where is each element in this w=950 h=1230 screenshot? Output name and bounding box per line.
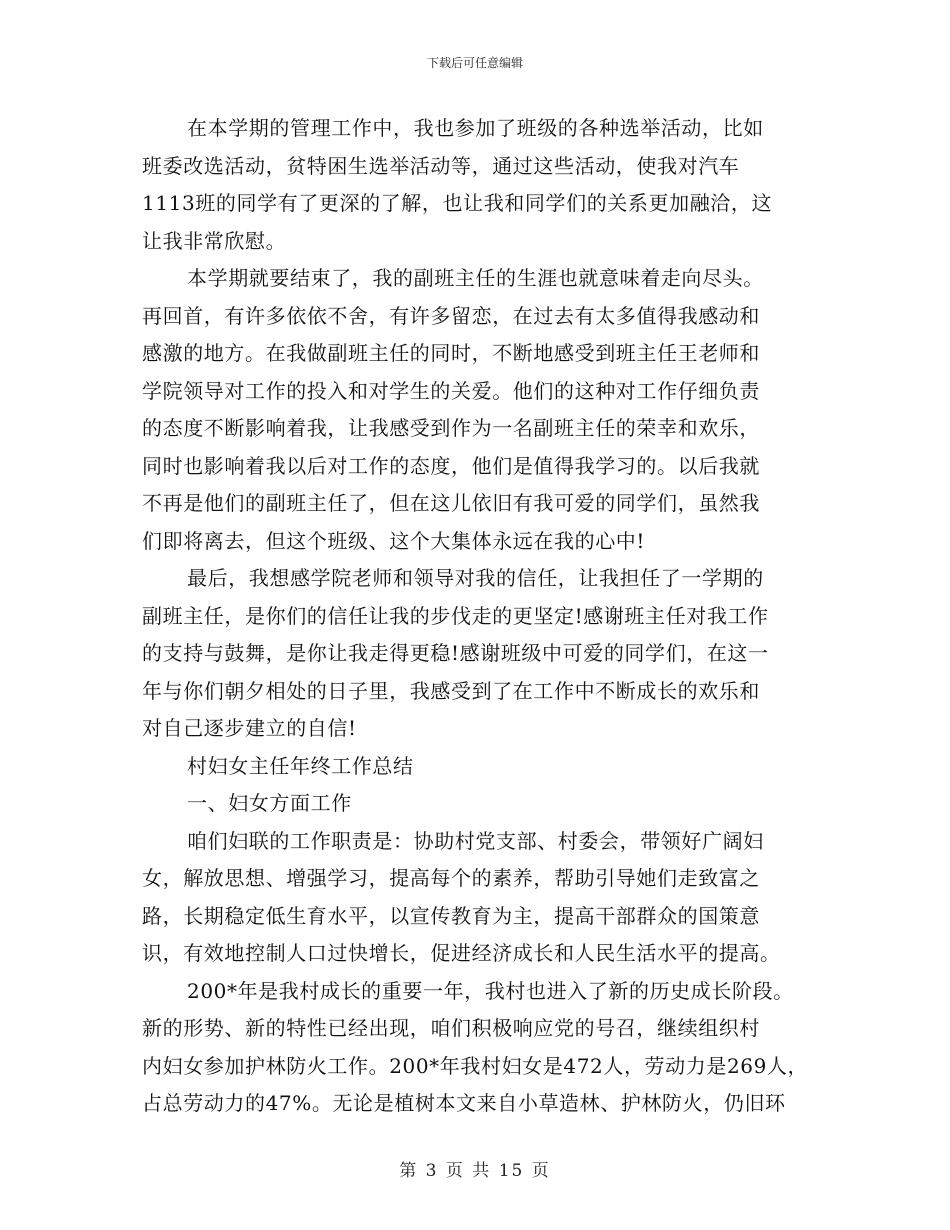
- text-line: 咱们妇联的工作职责是：协助村党支部、村委会，带领好广阔妇: [187, 828, 764, 853]
- text-line: 路，长期稳定低生育水平，以宣传教育为主，提高干部群众的国策意: [142, 903, 760, 928]
- text-line: 副班主任，是你们的信任让我的步伐走的更坚定!感谢班主任对我工作: [142, 603, 769, 628]
- text-line: 的支持与鼓舞，是你让我走得更稳!感谢班级中可爱的同学们，在这一: [142, 641, 769, 665]
- text-line: 年与你们朝夕相处的日子里，我感受到了在工作中不断成长的欢乐和: [142, 678, 760, 703]
- document-body: [142, 110, 812, 1123]
- page-header: 下载后可任意编辑: [426, 56, 523, 70]
- text-line: 们即将离去，但这个班级、这个大集体永远在我的心中!: [142, 528, 646, 553]
- text-line: 再回首，有许多依依不舍，有许多留恋，在过去有太多值得我感动和: [142, 303, 760, 328]
- text-line: 新的形势、新的特性已经出现，咱们积极响应党的号召，继续组织村: [142, 1016, 760, 1040]
- text-line: 感激的地方。在我做副班主任的同时，不断地感受到班主任王老师和: [142, 341, 760, 365]
- text-line: 不再是他们的副班主任了，但在这儿依旧有我可爱的同学们，虽然我: [142, 491, 760, 515]
- text-line: 1113班的同学有了更深的了解，也让我和同学们的关系更加融洽，这: [142, 191, 773, 215]
- text-line: 识，有效地控制人口过快增长，促进经济成长和人民生活水平的提高。: [142, 941, 781, 965]
- text-line: 最后，我想感学院老师和领导对我的信任，让我担任了一学期的: [187, 566, 764, 590]
- text-line: 对自己逐步建立的自信!: [142, 716, 357, 740]
- text-line: 同时也影响着我以后对工作的态度，他们是值得我学习的。以后我就: [142, 453, 760, 478]
- text-line: 班委改选活动，贫特困生选举活动等，通过这些活动，使我对汽车: [142, 153, 740, 178]
- text-line: 在本学期的管理工作中，我也参加了班级的各种选举活动，比如: [187, 116, 764, 140]
- page-footer: 第 3 页 共 15 页: [399, 1161, 551, 1181]
- text-line: 的态度不断影响着我，让我感受到作为一名副班主任的荣幸和欢乐，: [142, 416, 760, 440]
- text-line: 内妇女参加护林防火工作。200*年我村妇女是472人，劳动力是269人，: [142, 1053, 809, 1078]
- text-line: 一、妇女方面工作: [187, 791, 352, 815]
- text-line: 本学期就要结束了，我的副班主任的生涯也就意味着走向尽头。: [187, 266, 764, 290]
- text-line: 学院领导对工作的投入和对学生的关爱。他们的这种对工作仔细负责: [142, 378, 760, 403]
- text-line: 村妇女主任年终工作总结: [187, 753, 414, 778]
- text-line: 200*年是我村成长的重要一年，我村也进入了新的历史成长阶段。: [187, 978, 794, 1003]
- text-line: 让我非常欣慰。: [142, 228, 287, 253]
- text-line: 女，解放思想、增强学习，提高每个的素养，帮助引导她们走致富之: [142, 866, 760, 890]
- text-line: 占总劳动力的47%。无论是植树本文来自小草造林、护林防火，仍旧环: [142, 1091, 786, 1115]
